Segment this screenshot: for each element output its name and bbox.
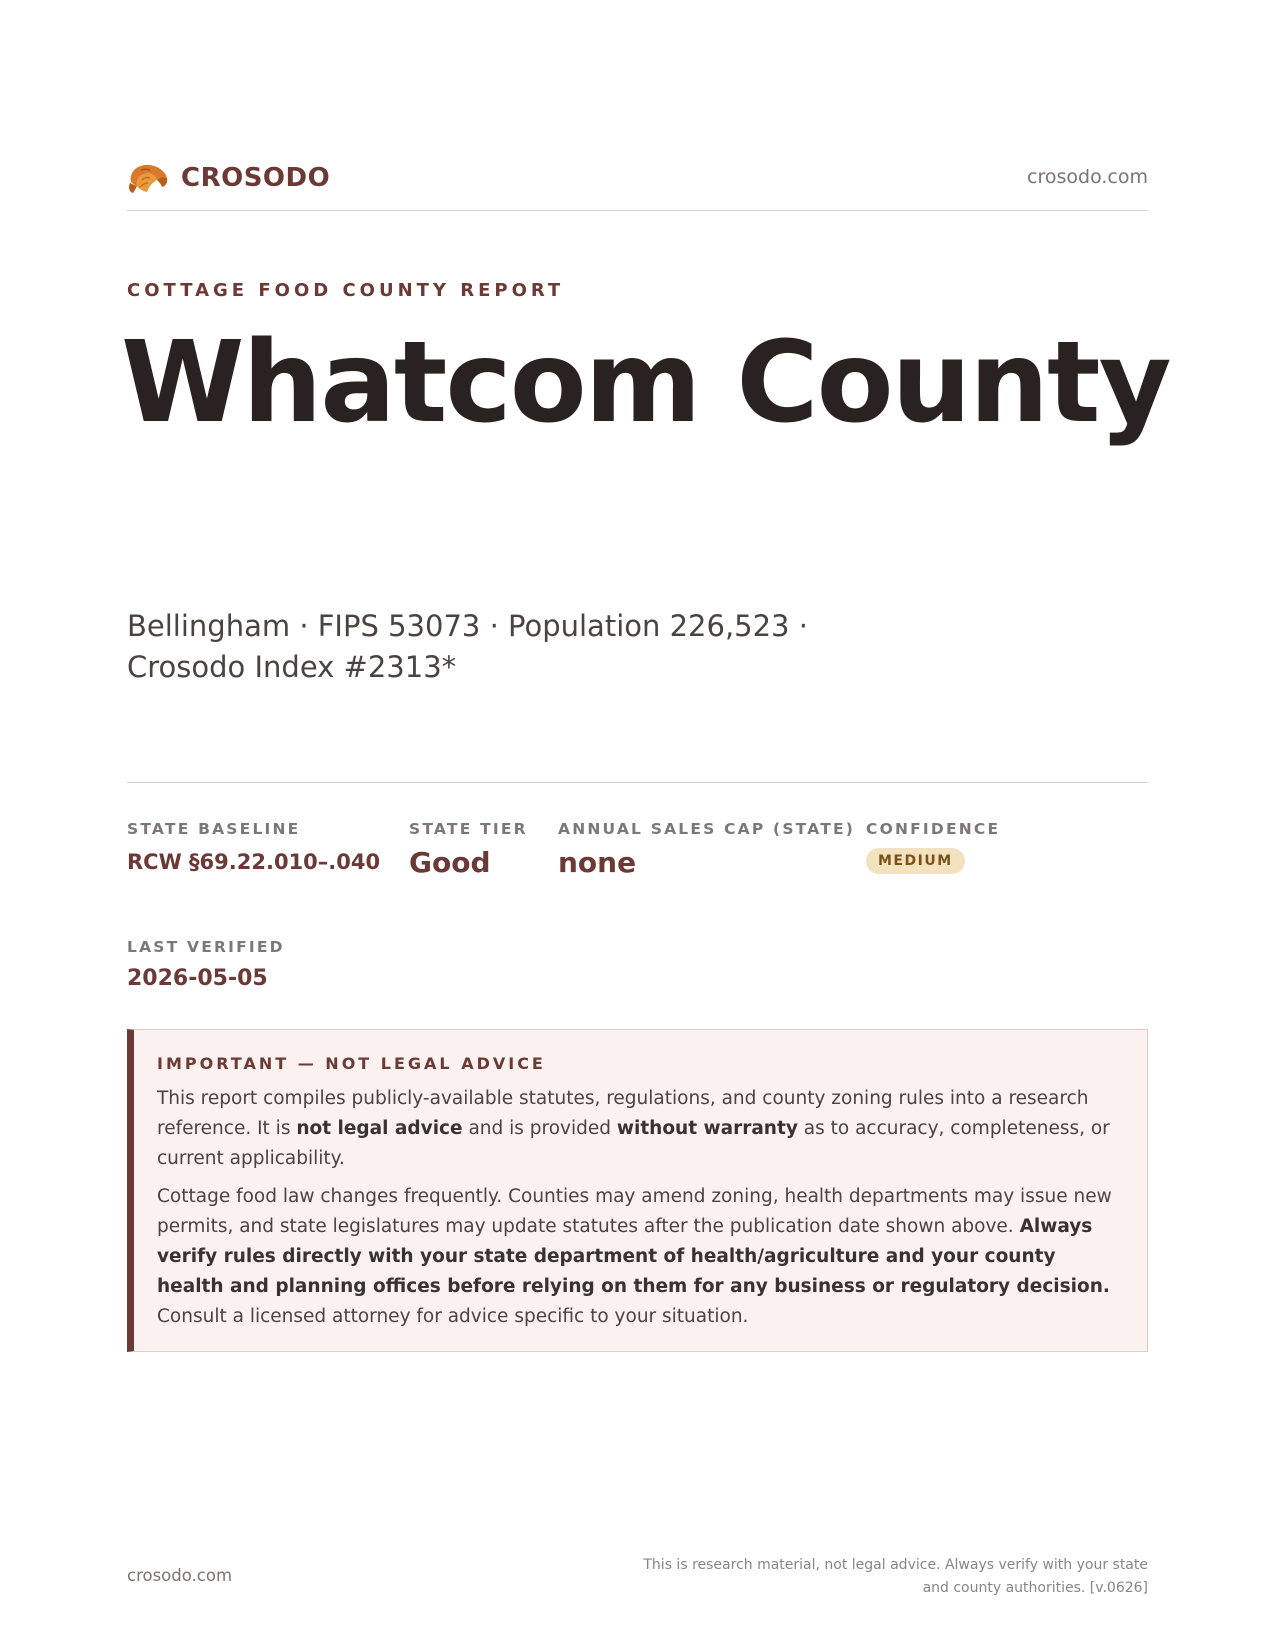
page-header <box>127 160 1148 211</box>
notice-text: and is provided <box>462 1118 617 1139</box>
report-page <box>121 0 1170 1650</box>
croissant-icon <box>127 160 169 196</box>
stat-label: STATE BASELINE <box>127 820 301 838</box>
legal-notice <box>127 1029 1148 1352</box>
page-title: Whatcom County <box>121 318 1170 448</box>
notice-emphasis: without warranty <box>616 1118 798 1139</box>
notice-emphasis: Always verify rules directly with your state department of health/agriculture and your county health and planning offices before relying on them for any business or regulatory decision. <box>157 1216 1110 1297</box>
notice-text: as to accuracy, completeness, or current applicability. <box>157 1118 1110 1169</box>
notice-text: Cottage food law changes frequently. Counties may amend zoning, health departments may issue new permits, and state legislatures may update statutes after the publication date shown above. <box>157 1186 1112 1237</box>
stat-label: STATE TIER <box>409 820 528 838</box>
report-subtitle: Bellingham · FIPS 53073 · Population 226,523 · Crosodo Index #2313* <box>127 609 808 684</box>
stat-label: ANNUAL SALES CAP (STATE) <box>558 820 856 838</box>
stat-annual-sales-cap <box>558 820 855 879</box>
confidence-badge: MEDIUM <box>866 848 965 874</box>
brand-name: CROSODO <box>181 163 331 193</box>
section-divider <box>127 782 1148 783</box>
stat-state-tier <box>409 820 528 879</box>
brand <box>127 160 330 196</box>
notice-text: This report compiles publicly-available statutes, regulations, and county zoning rules into a research reference. It is <box>157 1088 1089 1139</box>
footer-disclaimer: This is research material, not legal advice. Always verify with your state and county authorities. [v.0626] <box>643 1557 1148 1596</box>
notice-emphasis: not legal advice <box>296 1118 463 1139</box>
stat-value: none <box>558 846 637 879</box>
stat-value: RCW §69.22.010–.040 <box>127 850 381 874</box>
stat-label: LAST VERIFIED <box>127 938 285 956</box>
notice-paragraph-1 <box>157 1084 1119 1174</box>
notice-heading: IMPORTANT — NOT LEGAL ADVICE <box>157 1054 546 1073</box>
footer-url[interactable]: crosodo.com <box>127 1566 233 1585</box>
stat-value: Good <box>409 846 491 879</box>
stat-last-verified <box>127 938 285 991</box>
stat-value: 2026-05-05 <box>127 966 268 991</box>
stat-label: CONFIDENCE <box>866 820 1001 838</box>
stat-state-baseline <box>127 820 380 874</box>
notice-text: Consult a licensed attorney for advice specific to your situation. <box>157 1306 749 1327</box>
report-eyebrow: COTTAGE FOOD COUNTY REPORT <box>127 280 565 301</box>
notice-paragraph-2 <box>157 1182 1119 1332</box>
stat-confidence <box>866 820 1000 874</box>
header-url[interactable]: crosodo.com <box>1027 166 1148 188</box>
